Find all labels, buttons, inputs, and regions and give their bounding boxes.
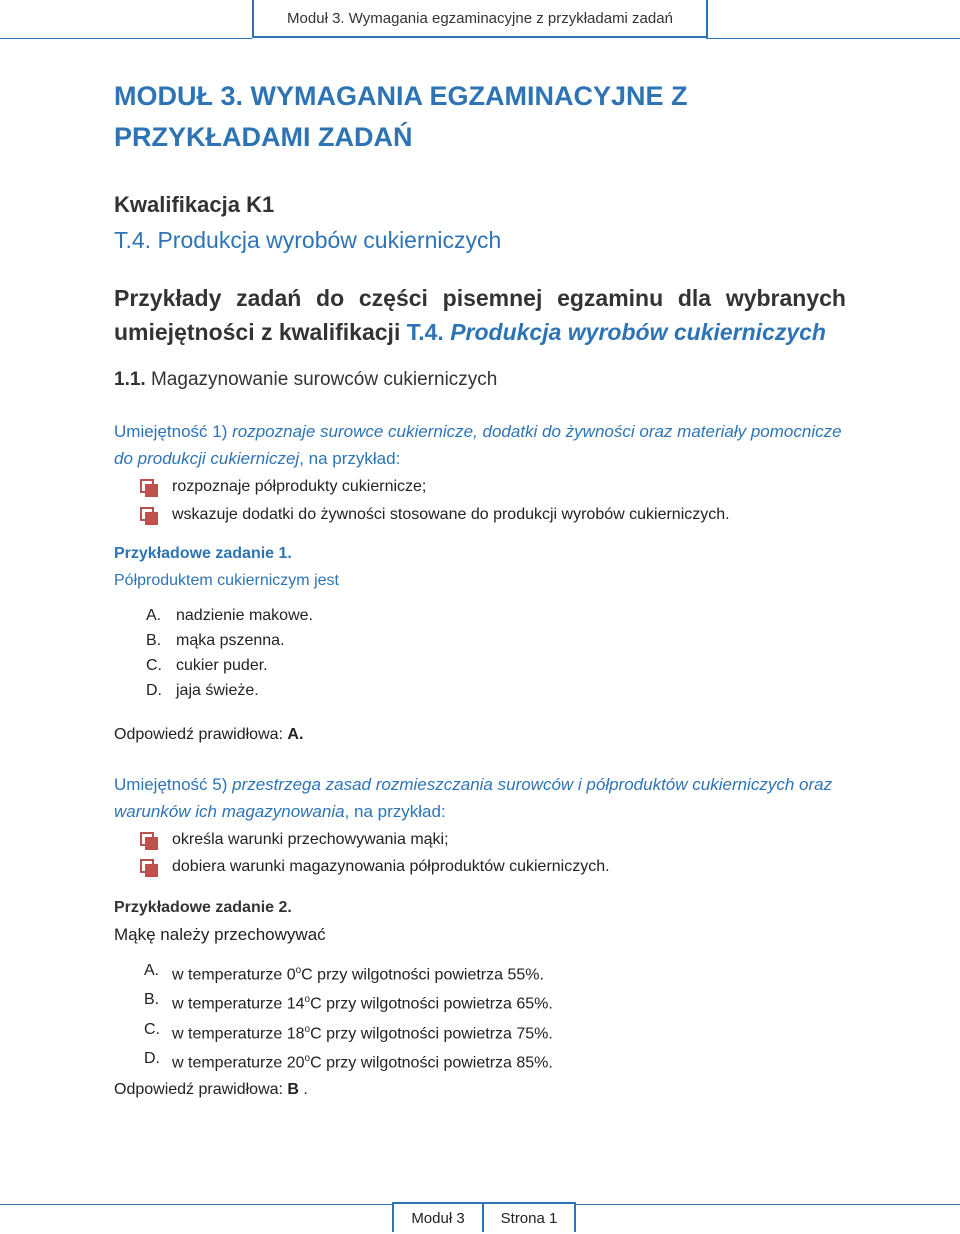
option-text-start: w temperaturze 20 bbox=[172, 1054, 305, 1072]
option-letter: B. bbox=[144, 991, 160, 1009]
list-item bbox=[138, 501, 730, 528]
task-1-label: Przykładowe zadanie 1. bbox=[114, 545, 292, 562]
qualification-label: Kwalifikacja K1 bbox=[114, 192, 275, 217]
examples-heading-code: T.4. bbox=[406, 319, 444, 345]
task-1-stem: Półproduktem cukierniczym jest bbox=[114, 572, 339, 589]
skill-5-text: przestrzega zasad rozmieszczania surowców i półproduktów cukierniczych oraz warunków ich magazynowania bbox=[114, 775, 833, 821]
running-header: Moduł 3. Wymagania egzaminacyjne z przykładami zadań bbox=[252, 0, 708, 38]
section-number: 1.1. bbox=[114, 369, 146, 390]
footer-module: Moduł 3 bbox=[392, 1202, 484, 1232]
page-title: MODUŁ 3. WYMAGANIA EGZAMINACYJNE Z PRZYKŁADAMI ZADAŃ bbox=[114, 81, 688, 152]
answer-label: Odpowiedź prawidłowa: bbox=[114, 1081, 288, 1098]
skill-1-text: rozpoznaje surowce cukiernicze, dodatki do żywności oraz materiały pomocnicze do produkcji cukierniczej bbox=[114, 422, 842, 468]
option-text: cukier puder. bbox=[176, 657, 268, 674]
task-2-options bbox=[144, 958, 553, 1075]
answer-option bbox=[146, 653, 313, 678]
option-letter: C. bbox=[146, 657, 162, 674]
list-item bbox=[138, 473, 426, 500]
degree-mark: o bbox=[304, 994, 311, 1006]
option-text bbox=[172, 1046, 553, 1075]
option-text-end: C przy wilgotności powietrza 85%. bbox=[310, 1054, 553, 1072]
skill-5-prefix: Umiejętność 5) bbox=[114, 775, 233, 794]
answer-option bbox=[144, 987, 553, 1016]
skill-1-prefix: Umiejętność 1) bbox=[114, 422, 233, 441]
examples-heading bbox=[114, 281, 846, 349]
qualification-name: T.4. Produkcja wyrobów cukierniczych bbox=[114, 227, 502, 253]
bullet-text: dobiera warunki magazynowania półproduktów cukierniczych. bbox=[172, 858, 610, 875]
task-1-options bbox=[146, 603, 313, 703]
bullet-text: określa warunki przechowywania mąki; bbox=[172, 831, 449, 848]
degree-mark: o bbox=[304, 1023, 311, 1035]
task-1-answer bbox=[114, 723, 303, 747]
option-text bbox=[172, 958, 544, 987]
square-bullet-icon bbox=[138, 830, 158, 850]
option-letter: C. bbox=[144, 1020, 160, 1038]
option-text-start: w temperaturze 18 bbox=[172, 1024, 305, 1042]
option-letter: D. bbox=[144, 1049, 160, 1067]
skill-5-description bbox=[114, 771, 854, 825]
task-2-label: Przykładowe zadanie 2. bbox=[114, 899, 292, 916]
square-bullet-icon bbox=[138, 857, 158, 877]
option-text-start: w temperaturze 0 bbox=[172, 966, 296, 984]
footer-page-number: Strona 1 bbox=[482, 1202, 576, 1232]
section-heading bbox=[114, 366, 497, 394]
degree-mark: o bbox=[295, 965, 302, 976]
footer-rule-right bbox=[576, 1204, 960, 1205]
option-text-end: C przy wilgotności powietrza 65%. bbox=[310, 995, 553, 1013]
task-2-stem: Mąkę należy przechowywać bbox=[114, 925, 326, 944]
examples-heading-text: Przykłady zadań do części pisemnej egzaminu dla wybranych umiejętności z kwalifikacji bbox=[114, 285, 846, 345]
skill-1-suffix: , na przykład: bbox=[299, 449, 401, 468]
option-text: jaja świeże. bbox=[176, 682, 259, 699]
square-bullet-icon bbox=[138, 505, 158, 525]
footer-rule-left bbox=[0, 1204, 392, 1205]
bullet-text: wskazuje dodatki do żywności stosowane do produkcji wyrobów cukierniczych. bbox=[172, 506, 730, 523]
option-text-start: w temperaturze 14 bbox=[172, 995, 305, 1013]
skill-1-description bbox=[114, 418, 854, 472]
section-title: Magazynowanie surowców cukierniczych bbox=[145, 369, 498, 390]
answer-option bbox=[146, 678, 313, 703]
task-2-answer bbox=[114, 1078, 308, 1102]
degree-mark: o bbox=[304, 1052, 311, 1064]
examples-heading-name: Produkcja wyrobów cukierniczych bbox=[443, 319, 826, 345]
header-rule-left bbox=[0, 38, 252, 39]
answer-option bbox=[144, 958, 553, 987]
answer-option bbox=[144, 1017, 553, 1046]
header-rule-right bbox=[706, 38, 960, 39]
option-text-end: C przy wilgotności powietrza 55%. bbox=[301, 966, 544, 984]
answer-end: . bbox=[298, 1081, 308, 1098]
answer-option bbox=[144, 1046, 553, 1075]
list-item bbox=[138, 826, 449, 853]
square-bullet-icon bbox=[138, 477, 158, 497]
option-letter: D. bbox=[146, 682, 162, 699]
option-text: mąka pszenna. bbox=[176, 632, 285, 649]
option-letter: B. bbox=[146, 632, 162, 649]
answer-option bbox=[146, 603, 313, 628]
option-text: nadzienie makowe. bbox=[176, 607, 313, 624]
answer-value: B bbox=[287, 1081, 299, 1098]
skill-5-suffix: , na przykład: bbox=[344, 802, 446, 821]
option-text-end: C przy wilgotności powietrza 75%. bbox=[310, 1024, 553, 1042]
list-item bbox=[138, 853, 610, 880]
answer-label: Odpowiedź prawidłowa: bbox=[114, 726, 288, 743]
option-letter: A. bbox=[146, 607, 162, 624]
answer-value: A. bbox=[287, 726, 304, 743]
option-text bbox=[172, 987, 553, 1016]
bullet-text: rozpoznaje półprodukty cukiernicze; bbox=[172, 478, 427, 495]
answer-option bbox=[146, 628, 313, 653]
option-text bbox=[172, 1017, 553, 1046]
option-letter: A. bbox=[144, 962, 160, 979]
